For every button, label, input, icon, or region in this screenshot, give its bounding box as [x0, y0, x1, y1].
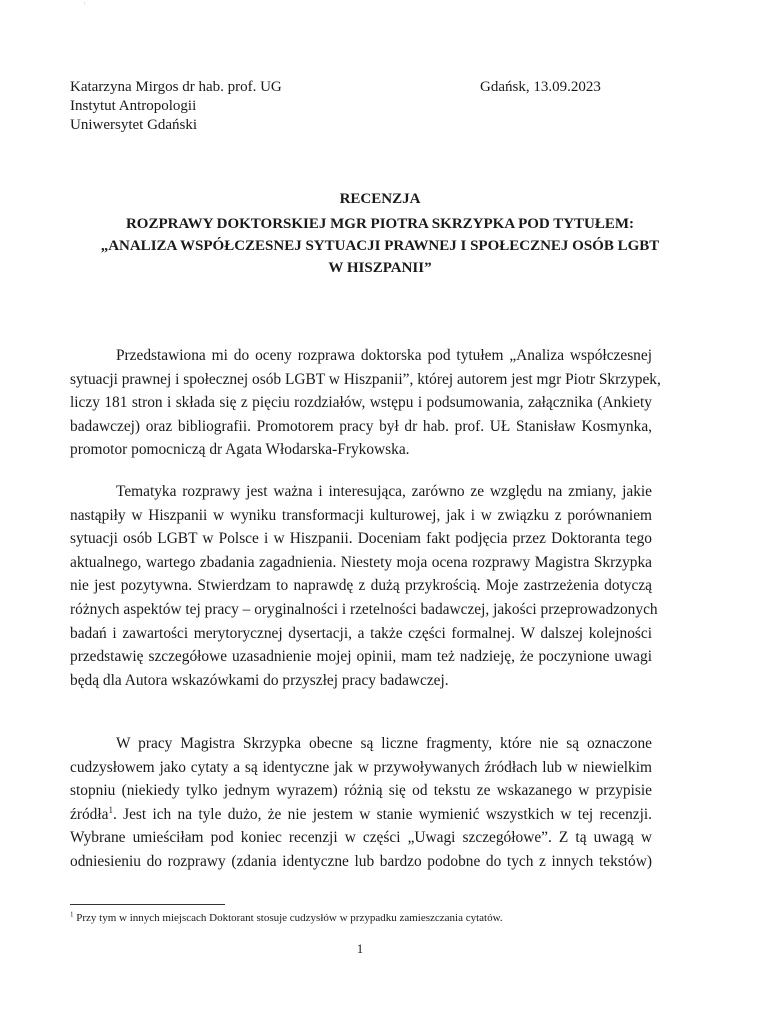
paragraph-line-with-footnote	[70, 803, 652, 827]
paragraph-line: liczy 181 stron i składa się z pięciu rozdziałów, wstępu i podsumowania, załącznika (Ankiety	[70, 394, 652, 412]
paragraph-line: odniesieniu do rozprawy (zdania identyczne lub bardzo podobne do tych z innych tekstów)	[70, 852, 652, 870]
footnote-separator	[70, 904, 225, 905]
paragraph-text: źródła	[70, 805, 109, 823]
paragraph-line: różnych aspektów tej pracy – oryginalności i rzetelności badawczej, jakości przeprowadzonych	[70, 600, 658, 618]
paragraph-line: badań i zawartości merytorycznej dysertacji, a także części formalnej. W dalszej kolejności	[70, 624, 652, 642]
paragraph-3	[70, 732, 652, 874]
paragraph-line: sytuacji osób LGBT w Polsce i w Hiszpanii. Doceniam fakt podjęcia przez Doktoranta tego	[70, 530, 652, 548]
author-block	[70, 78, 282, 135]
document-title	[60, 188, 700, 279]
paragraph-line: Przedstawiona mi do oceny rozprawa doktorska pod tytułem „Analiza współczesnej	[116, 347, 652, 364]
footnote-text: Przy tym w innych miejscach Doktorant stosuje cudzysłów w przypadku zamieszczania cytatów.	[73, 912, 503, 924]
paragraph-1	[70, 344, 661, 462]
paragraph-line: Wybrane umieściłam pod koniec recenzji w części „Uwagi szczegółowe”. Z tą uwagą w	[70, 829, 652, 847]
paragraph-line: stopniu (niekiedy tylko jednym wyrazem) różnią się od tekstu ze wskazanego w przypisie	[70, 782, 652, 800]
paragraph-2	[70, 480, 658, 692]
author-university: Uniwersytet Gdański	[70, 117, 198, 133]
paragraph-line: przedstawię szczegółowe uzasadnienie mojej opinii, mam też nadzieję, że poczynione uwagi	[70, 648, 652, 666]
paragraph-line: Tematyka rozprawy jest ważna i interesująca, zarówno ze względu na zmiany, jakie	[116, 483, 652, 500]
paragraph-line: promotor pomocniczą dr Agata Włodarska-Frykowska.	[70, 441, 410, 459]
author-institute: Instytut Antropologii	[70, 98, 197, 114]
paragraph-line: będą dla Autora wskazówkami do przyszłej pracy badawczej.	[70, 671, 449, 689]
paragraph-line: aktualnego, wartego zbadania zagadnienia. Niestety moja ocena rozprawy Magistra Skrzypka	[70, 553, 652, 571]
paragraph-line: badawczej) oraz bibliografii. Promotorem pracy był dr hab. prof. UŁ Stanisław Kosmynka,	[70, 417, 652, 435]
paragraph-line: W pracy Magistra Skrzypka obecne są liczne fragmenty, które nie są oznaczone	[116, 735, 652, 752]
scan-artifact: ′	[84, 1, 86, 10]
paragraph-line: nie jest pozytywna. Stwierdzam to naprawdę z dużą przykrością. Moje zastrzeżenia dotyczą	[70, 577, 652, 595]
footnote	[70, 911, 503, 925]
author-name: Katarzyna Mirgos dr hab. prof. UG	[70, 79, 282, 95]
paragraph-text: . Jest ich na tyle dużo, że nie jestem w stanie wymienić wszystkich w tej recenzji.	[112, 805, 652, 823]
paragraph-line: cudzysłowem jako cytaty a są identyczne jak w przywoływanych źródłach lub w niewielkim	[70, 758, 652, 776]
title-line-1: RECENZJA	[339, 191, 421, 207]
paragraph-line: nastąpiły w Hiszpanii w wyniku transformacji kulturowej, jak i w związku z porównaniem	[70, 506, 652, 524]
paragraph-line: sytuacji prawnej i społecznej osób LGBT w Hiszpanii”, której autorem jest mgr Piotr Skrzypek,	[70, 370, 661, 388]
title-line-3: „ANALIZA WSPÓŁCZESNEJ SYTUACJI PRAWNEJ I SPOŁECZNEJ OSÓB LGBT	[100, 238, 660, 254]
footnote-reference[interactable]: 1	[108, 804, 113, 815]
place-date: Gdańsk, 13.09.2023	[480, 79, 601, 95]
footnote-marker: 1	[70, 910, 74, 919]
title-line-4: W HISZPANII”	[328, 260, 432, 276]
title-line-2: ROZPRAWY DOKTORSKIEJ MGR PIOTRA SKRZYPKA POD TYTUŁEM:	[125, 216, 635, 232]
page-number: 1	[356, 941, 364, 956]
